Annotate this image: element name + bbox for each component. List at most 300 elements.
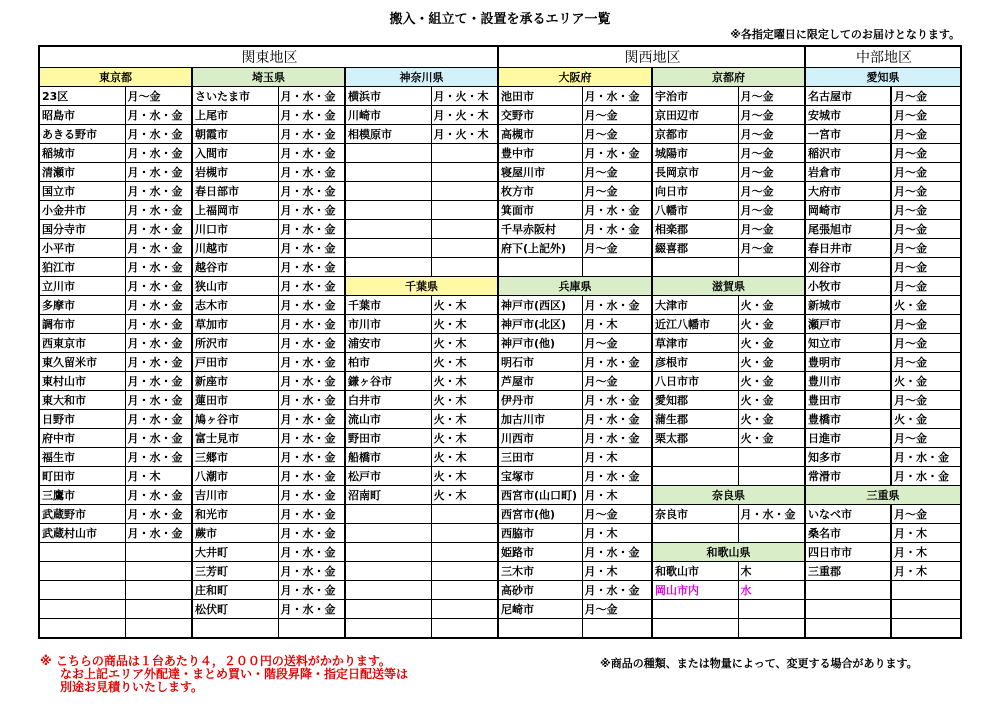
delivery-days: 月・水・金: [278, 258, 345, 277]
area-name: 宇治市: [652, 87, 738, 106]
delivery-days: 月・水・金: [582, 581, 652, 600]
delivery-days: 火・金: [738, 391, 805, 410]
area-name: 安城市: [805, 106, 891, 125]
area-name: 川越市: [192, 239, 278, 258]
empty-cell: [582, 619, 652, 639]
empty-cell: [431, 543, 498, 562]
delivery-days: 月・水・金: [278, 315, 345, 334]
delivery-days: 火・木: [431, 448, 498, 467]
area-name: 流山市: [345, 410, 431, 429]
delivery-days: 火・木: [431, 429, 498, 448]
delivery-days: 月・水・金: [278, 296, 345, 315]
pref-header-saitama: 埼玉県: [192, 68, 345, 87]
area-name: 知多市: [805, 448, 891, 467]
empty-cell: [345, 220, 431, 239]
area-name: 知立市: [805, 334, 891, 353]
empty-cell: [738, 258, 805, 277]
delivery-days: 月・水・金: [125, 144, 192, 163]
area-name: 西宮市(山口町): [498, 486, 582, 505]
delivery-days: 月～金: [891, 239, 961, 258]
pref-header-hyogo: 兵庫県: [498, 277, 652, 296]
delivery-days: 月～金: [891, 106, 961, 125]
delivery-days: 月～金: [891, 391, 961, 410]
empty-cell: [431, 220, 498, 239]
delivery-days: 月～金: [738, 220, 805, 239]
area-name: 八潮市: [192, 467, 278, 486]
empty-cell: [431, 581, 498, 600]
empty-cell: [345, 600, 431, 619]
area-name: 稲城市: [39, 144, 125, 163]
delivery-days: 月～金: [738, 106, 805, 125]
empty-cell: [805, 600, 891, 619]
area-name: 日野市: [39, 410, 125, 429]
delivery-days: 月・水・金: [582, 391, 652, 410]
delivery-days: 月・水・金: [278, 410, 345, 429]
empty-cell: [431, 600, 498, 619]
empty-cell: [652, 600, 738, 619]
area-name: 国分寺市: [39, 220, 125, 239]
area-name: 尼崎市: [498, 600, 582, 619]
delivery-days: 月～金: [582, 600, 652, 619]
empty-cell: [738, 619, 805, 639]
area-name: 綴喜郡: [652, 239, 738, 258]
delivery-days: 火・木: [431, 486, 498, 505]
area-name: 上尾市: [192, 106, 278, 125]
delivery-days: 火・金: [738, 296, 805, 315]
delivery-days: 月・水・金: [278, 220, 345, 239]
area-name: 和歌山市: [652, 562, 738, 581]
delivery-days: 月・水・金: [582, 467, 652, 486]
delivery-days: 月・水・金: [278, 201, 345, 220]
area-name: 豊明市: [805, 353, 891, 372]
delivery-days: 月・水・金: [278, 277, 345, 296]
area-name: さいたま市: [192, 87, 278, 106]
area-name: 福生市: [39, 448, 125, 467]
area-name: 上福岡市: [192, 201, 278, 220]
area-name: 新城市: [805, 296, 891, 315]
delivery-days: 月・水・金: [125, 524, 192, 543]
area-name: 和光市: [192, 505, 278, 524]
delivery-days: 月・水・金: [125, 258, 192, 277]
area-name: 城陽市: [652, 144, 738, 163]
delivery-days: 月・水・金: [125, 220, 192, 239]
estimate-line: 別途お見積りいたします。: [60, 680, 204, 694]
area-name: 草加市: [192, 315, 278, 334]
empty-cell: [431, 182, 498, 201]
area-name: 大府市: [805, 182, 891, 201]
delivery-days: 月～金: [891, 315, 961, 334]
area-name: 日進市: [805, 429, 891, 448]
delivery-days: 月・水・金: [278, 87, 345, 106]
delivery-days: 月～金: [891, 163, 961, 182]
empty-cell: [652, 467, 738, 486]
empty-cell: [345, 581, 431, 600]
delivery-days: 月・水・金: [278, 524, 345, 543]
delivery-days: 月・水・金: [125, 429, 192, 448]
area-name: 横浜市: [345, 87, 431, 106]
delivery-days: 火・金: [738, 315, 805, 334]
area-name: 東久留米市: [39, 353, 125, 372]
delivery-days: 月・水・金: [582, 87, 652, 106]
empty-cell: [652, 258, 738, 277]
delivery-days: 月・水・金: [278, 562, 345, 581]
delivery-days: 月～金: [125, 87, 192, 106]
region-kanto: 関東地区: [39, 46, 498, 68]
area-name: 相楽郡: [652, 220, 738, 239]
delivery-days: 月・水・金: [125, 372, 192, 391]
area-name: 所沢市: [192, 334, 278, 353]
delivery-days: 月・火・木: [431, 106, 498, 125]
empty-cell: [345, 524, 431, 543]
delivery-days: 月～金: [891, 220, 961, 239]
area-name: 春日部市: [192, 182, 278, 201]
empty-cell: [891, 600, 961, 619]
pref-header-wakayama: 和歌山県: [652, 543, 805, 562]
delivery-days: 月～金: [738, 182, 805, 201]
area-name: 蕨市: [192, 524, 278, 543]
delivery-days: 月・水・金: [278, 543, 345, 562]
delivery-days-okayama: 水: [738, 581, 805, 600]
empty-cell: [431, 505, 498, 524]
delivery-days: 月・水・金: [278, 239, 345, 258]
area-name: 八幡市: [652, 201, 738, 220]
area-name: 新座市: [192, 372, 278, 391]
delivery-days: 月・木: [891, 543, 961, 562]
delivery-days: 月・水・金: [125, 315, 192, 334]
delivery-days: 火・木: [431, 372, 498, 391]
empty-cell: [39, 581, 125, 600]
delivery-days: 月～金: [891, 125, 961, 144]
delivery-days: 月～金: [891, 429, 961, 448]
empty-cell: [125, 600, 192, 619]
delivery-days: 月・木: [891, 524, 961, 543]
area-name: 朝霞市: [192, 125, 278, 144]
delivery-days: 月～金: [582, 239, 652, 258]
empty-cell: [498, 258, 582, 277]
area-name: 川西市: [498, 429, 582, 448]
empty-cell: [345, 163, 431, 182]
area-name: 愛知郡: [652, 391, 738, 410]
delivery-days: 月～金: [891, 201, 961, 220]
area-name: 姫路市: [498, 543, 582, 562]
delivery-days: 月～金: [891, 87, 961, 106]
area-name: 庄和町: [192, 581, 278, 600]
region-chubu: 中部地区: [805, 46, 961, 68]
delivery-days: 月～金: [891, 353, 961, 372]
empty-cell: [891, 619, 961, 639]
delivery-days: 月・水・金: [891, 467, 961, 486]
area-name: 草津市: [652, 334, 738, 353]
delivery-days: 火・木: [431, 467, 498, 486]
area-name: 栗太郡: [652, 429, 738, 448]
area-name: 三鷹市: [39, 486, 125, 505]
area-name: 川崎市: [345, 106, 431, 125]
delivery-days: 火・木: [431, 296, 498, 315]
area-name: 白井市: [345, 391, 431, 410]
area-name-okayama: 岡山市内: [652, 581, 738, 600]
area-name: 尾張旭市: [805, 220, 891, 239]
area-name: 寝屋川市: [498, 163, 582, 182]
delivery-days: 月・水・金: [582, 353, 652, 372]
area-name: 岩倉市: [805, 163, 891, 182]
area-name: 池田市: [498, 87, 582, 106]
area-name: 入間市: [192, 144, 278, 163]
delivery-days: 火・金: [891, 296, 961, 315]
area-name: 神戸市(北区): [498, 315, 582, 334]
delivery-days: 月・水・金: [125, 410, 192, 429]
delivery-days: 月～金: [738, 201, 805, 220]
delivery-days: 月～金: [738, 144, 805, 163]
area-name: 三田市: [498, 448, 582, 467]
delivery-days: 月・水・金: [278, 106, 345, 125]
area-name: 野田市: [345, 429, 431, 448]
delivery-days: 月・水・金: [278, 353, 345, 372]
area-name: 千早赤阪村: [498, 220, 582, 239]
area-name: 志木市: [192, 296, 278, 315]
pref-header-osaka: 大阪府: [498, 68, 652, 87]
area-name: 狭山市: [192, 277, 278, 296]
delivery-days: 月・水・金: [278, 600, 345, 619]
area-name: 刈谷市: [805, 258, 891, 277]
empty-cell: [805, 581, 891, 600]
estimate-line: なお上記エリア外配達・まとめ買い・階段昇降・指定日配送等は: [60, 667, 409, 681]
empty-cell: [345, 201, 431, 220]
delivery-days: 火・金: [891, 410, 961, 429]
area-name: 京都市: [652, 125, 738, 144]
area-name: 府中市: [39, 429, 125, 448]
delivery-days: 月・木: [582, 448, 652, 467]
area-name: 常滑市: [805, 467, 891, 486]
delivery-days: 火・木: [431, 334, 498, 353]
empty-cell: [345, 619, 431, 639]
pref-header-mie: 三重県: [805, 486, 961, 505]
empty-cell: [345, 562, 431, 581]
delivery-days: 月・水・金: [278, 505, 345, 524]
area-name: 東村山市: [39, 372, 125, 391]
delivery-days: 月～金: [582, 182, 652, 201]
empty-cell: [125, 619, 192, 639]
empty-cell: [192, 619, 278, 639]
empty-cell: [125, 543, 192, 562]
area-name: 西脇市: [498, 524, 582, 543]
area-name: 武蔵野市: [39, 505, 125, 524]
delivery-days: 火・金: [891, 372, 961, 391]
delivery-days: 火・金: [738, 353, 805, 372]
area-name: 彦根市: [652, 353, 738, 372]
delivery-days: 月・水・金: [278, 581, 345, 600]
delivery-days: 月・水・金: [125, 239, 192, 258]
delivery-days: 月・水・金: [125, 296, 192, 315]
area-name: 23区: [39, 87, 125, 106]
area-name: 神戸市(西区): [498, 296, 582, 315]
area-name: 小平市: [39, 239, 125, 258]
delivery-days: 月・水・金: [125, 125, 192, 144]
area-name: 府下(上記外): [498, 239, 582, 258]
area-name: 名古屋市: [805, 87, 891, 106]
delivery-days: 月～金: [891, 505, 961, 524]
area-name: 大津市: [652, 296, 738, 315]
delivery-days: 火・金: [738, 429, 805, 448]
area-name: 富士見市: [192, 429, 278, 448]
delivery-days: 月・水・金: [125, 182, 192, 201]
delivery-days: 月～金: [891, 277, 961, 296]
empty-cell: [125, 562, 192, 581]
empty-cell: [39, 619, 125, 639]
delivery-days: 月・水・金: [582, 201, 652, 220]
area-name: 東大和市: [39, 391, 125, 410]
area-name: 八日市市: [652, 372, 738, 391]
change-note: ※商品の種類、または物量によって、変更する場合があります。: [600, 657, 918, 670]
delivery-days: 月～金: [891, 144, 961, 163]
empty-cell: [431, 144, 498, 163]
area-name: 蓮田市: [192, 391, 278, 410]
area-name: 長岡京市: [652, 163, 738, 182]
delivery-days: 月・水・金: [125, 505, 192, 524]
pref-header-tokyo: 東京都: [39, 68, 192, 87]
area-name: 三芳町: [192, 562, 278, 581]
delivery-days: 月・木: [582, 562, 652, 581]
delivery-days: 月・水・金: [278, 448, 345, 467]
empty-cell: [431, 201, 498, 220]
empty-cell: [345, 258, 431, 277]
delivery-days: 月・水・金: [738, 505, 805, 524]
delivery-days: 月・水・金: [125, 201, 192, 220]
page-title: 搬入・組立て・設置を承るエリア一覧: [389, 12, 611, 27]
area-name: 町田市: [39, 467, 125, 486]
area-name: 吉川市: [192, 486, 278, 505]
empty-cell: [431, 163, 498, 182]
empty-cell: [652, 448, 738, 467]
area-name: 伊丹市: [498, 391, 582, 410]
area-name: あきる野市: [39, 125, 125, 144]
area-name: 三重郡: [805, 562, 891, 581]
pref-header-kanagawa: 神奈川県: [345, 68, 498, 87]
shipping-fee-line: ※ こちらの商品は１台あたり４，２００円の送料がかかります。: [40, 654, 391, 668]
delivery-days: 月・火・木: [431, 125, 498, 144]
area-name: 豊橋市: [805, 410, 891, 429]
pref-header-aichi: 愛知県: [805, 68, 961, 87]
empty-cell: [738, 524, 805, 543]
area-name: 加古川市: [498, 410, 582, 429]
area-name: 戸田市: [192, 353, 278, 372]
area-name: 蒲生郡: [652, 410, 738, 429]
delivery-days: 月・水・金: [125, 486, 192, 505]
delivery-days: 月・水・金: [582, 543, 652, 562]
area-name: 西宮市(他): [498, 505, 582, 524]
delivery-days: 月・水・金: [125, 391, 192, 410]
area-name: 昭島市: [39, 106, 125, 125]
pref-header-nara: 奈良県: [652, 486, 805, 505]
region-kansai: 関西地区: [498, 46, 805, 68]
delivery-days: 月～金: [738, 87, 805, 106]
delivery-days: 月・水・金: [125, 353, 192, 372]
empty-cell: [345, 543, 431, 562]
area-name: 西東京市: [39, 334, 125, 353]
area-name: 稲沢市: [805, 144, 891, 163]
empty-cell: [278, 619, 345, 639]
area-name: 狛江市: [39, 258, 125, 277]
delivery-days: 火・金: [738, 372, 805, 391]
delivery-days: 月・水・金: [582, 410, 652, 429]
empty-cell: [498, 619, 582, 639]
area-name: 瀬戸市: [805, 315, 891, 334]
delivery-days: 月・木: [582, 315, 652, 334]
area-name: 立川市: [39, 277, 125, 296]
empty-cell: [345, 505, 431, 524]
delivery-days: 月～金: [582, 372, 652, 391]
empty-cell: [39, 600, 125, 619]
delivery-days: 月・水・金: [582, 220, 652, 239]
area-name: 岡崎市: [805, 201, 891, 220]
area-name: 交野市: [498, 106, 582, 125]
delivery-days: 月・火・木: [431, 87, 498, 106]
area-name: 豊田市: [805, 391, 891, 410]
area-name: 三木市: [498, 562, 582, 581]
pref-header-kyoto: 京都府: [652, 68, 805, 87]
area-name: 鳩ヶ谷市: [192, 410, 278, 429]
area-name: いなべ市: [805, 505, 891, 524]
empty-cell: [431, 239, 498, 258]
area-name: 千葉市: [345, 296, 431, 315]
area-name: 豊中市: [498, 144, 582, 163]
area-name: 桑名市: [805, 524, 891, 543]
delivery-days: 火・金: [738, 410, 805, 429]
empty-cell: [125, 581, 192, 600]
area-name: 船橋市: [345, 448, 431, 467]
delivery-days: 月～金: [738, 125, 805, 144]
delivery-days: 月・水・金: [125, 277, 192, 296]
area-name: 小金井市: [39, 201, 125, 220]
delivery-days: 火・金: [738, 334, 805, 353]
delivery-days: 月～金: [582, 106, 652, 125]
delivery-days: 月・水・金: [278, 372, 345, 391]
delivery-days: 月・水・金: [278, 125, 345, 144]
empty-cell: [345, 182, 431, 201]
empty-cell: [738, 448, 805, 467]
delivery-days: 月・水・金: [278, 182, 345, 201]
delivery-days: 月～金: [582, 125, 652, 144]
area-name: 春日井市: [805, 239, 891, 258]
delivery-days: 月・水・金: [278, 467, 345, 486]
area-name: 沼南町: [345, 486, 431, 505]
empty-cell: [431, 619, 498, 639]
area-name: 相模原市: [345, 125, 431, 144]
empty-cell: [39, 543, 125, 562]
area-name: 市川市: [345, 315, 431, 334]
delivery-days: 月・木: [125, 467, 192, 486]
delivery-days: 月・水・金: [278, 334, 345, 353]
delivery-days: 火・木: [431, 353, 498, 372]
area-name: 三郷市: [192, 448, 278, 467]
empty-cell: [582, 258, 652, 277]
delivery-day-note: ※各指定曜日に限定してのお届けとなります。: [730, 28, 960, 41]
delivery-days: 月・水・金: [582, 144, 652, 163]
delivery-days: 月～金: [891, 182, 961, 201]
delivery-days: 月・水・金: [278, 163, 345, 182]
area-name: 向日市: [652, 182, 738, 201]
delivery-area-table: [38, 45, 962, 639]
empty-cell: [652, 619, 738, 639]
area-name: 鎌ヶ谷市: [345, 372, 431, 391]
area-name: 高槻市: [498, 125, 582, 144]
delivery-days: 火・木: [431, 315, 498, 334]
area-name: 京田辺市: [652, 106, 738, 125]
delivery-days: 月・木: [582, 524, 652, 543]
delivery-days: 月・木: [582, 486, 652, 505]
empty-cell: [738, 467, 805, 486]
pref-header-chiba: 千葉県: [345, 277, 498, 296]
shipping-fee-note: [40, 655, 408, 694]
